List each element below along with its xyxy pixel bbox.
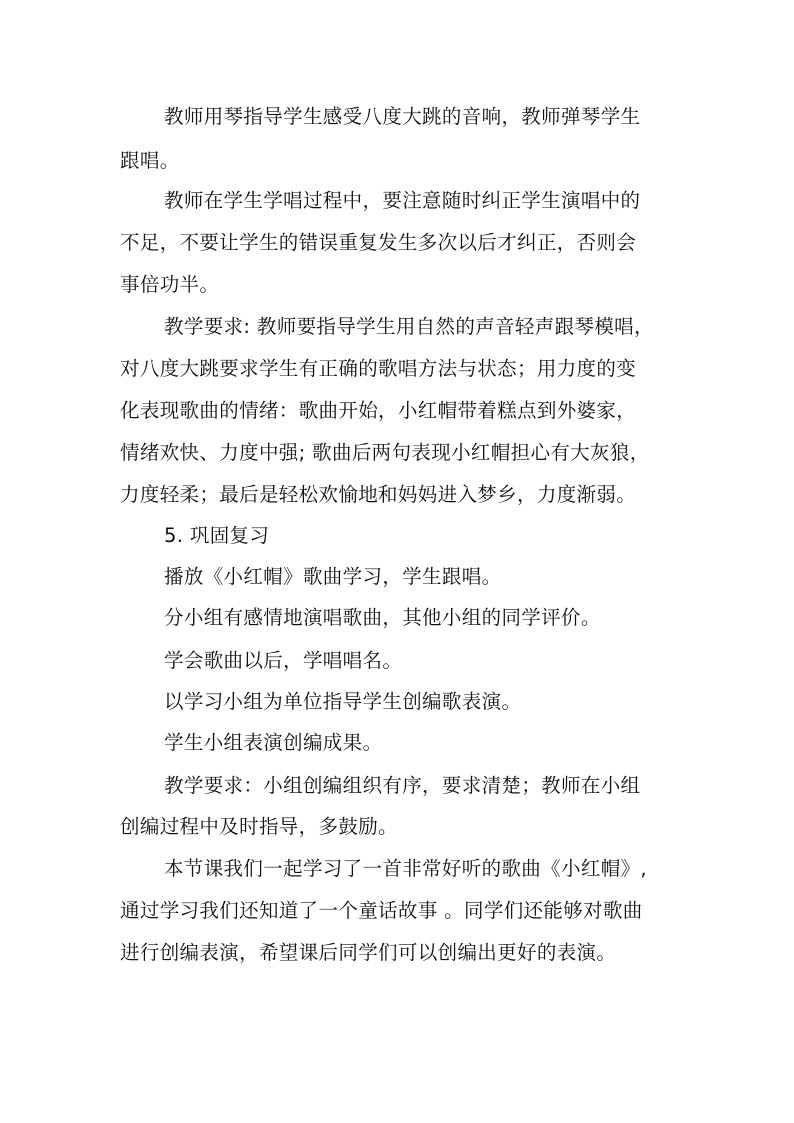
paragraph-line: 化表现歌曲的情绪：歌曲开始，小红帽带着糕点到外婆家， — [120, 399, 637, 422]
paragraph-line: 播放《小红帽》歌曲学习，学生跟唱。 — [164, 565, 502, 588]
paragraph-line: 力度轻柔；最后是轻松欢愉地和妈妈进入梦乡，力度渐弱。 — [120, 483, 637, 506]
paragraph-line: 创编过程中及时指导，多鼓励。 — [120, 815, 398, 838]
paragraph-line: 跟唱。 — [120, 149, 180, 172]
paragraph-line: 通过学习我们还知道了一个童话故事 。同学们还能够对歌曲 — [120, 899, 643, 922]
paragraph-line: 事倍功半。 — [120, 273, 220, 296]
paragraph-line: 教师用琴指导学生感受八度大跳的音响，教师弹琴学生 — [164, 105, 641, 128]
paragraph-line: 以学习小组为单位指导学生创编歌表演。 — [164, 690, 522, 713]
paragraph-line: 学生小组表演创编成果。 — [164, 731, 383, 754]
paragraph-line: 分小组有感情地演唱歌曲，其他小组的同学评价。 — [164, 606, 601, 629]
paragraph-line: 不足，不要让学生的错误重复发生多次以后才纠正，否则会 — [120, 231, 637, 254]
paragraph-line: 情绪欢快、力度中强; 歌曲后两句表现小红帽担心有大灰狼， — [120, 441, 650, 464]
paragraph-line: 进行创编表演，希望课后同学们可以创编出更好的表演。 — [120, 941, 617, 964]
paragraph-line: 教学要求：小组创编组织有序，要求清楚；教师在小组 — [164, 774, 641, 797]
paragraph-line: 教师在学生学唱过程中，要注意随时纠正学生演唱中的 — [164, 189, 641, 212]
paragraph-line: 对八度大跳要求学生有正确的歌唱方法与状态；用力度的变 — [120, 357, 637, 380]
paragraph-line: 学会歌曲以后，学唱唱名。 — [164, 649, 403, 672]
paragraph-line: 本节课我们一起学习了一首非常好听的歌曲《小红帽》, — [164, 857, 647, 880]
section-heading: 5. 巩固复习 — [164, 524, 270, 547]
paragraph-line: 教学要求: 教师要指导学生用自然的声音轻声跟琴模唱， — [164, 315, 654, 338]
